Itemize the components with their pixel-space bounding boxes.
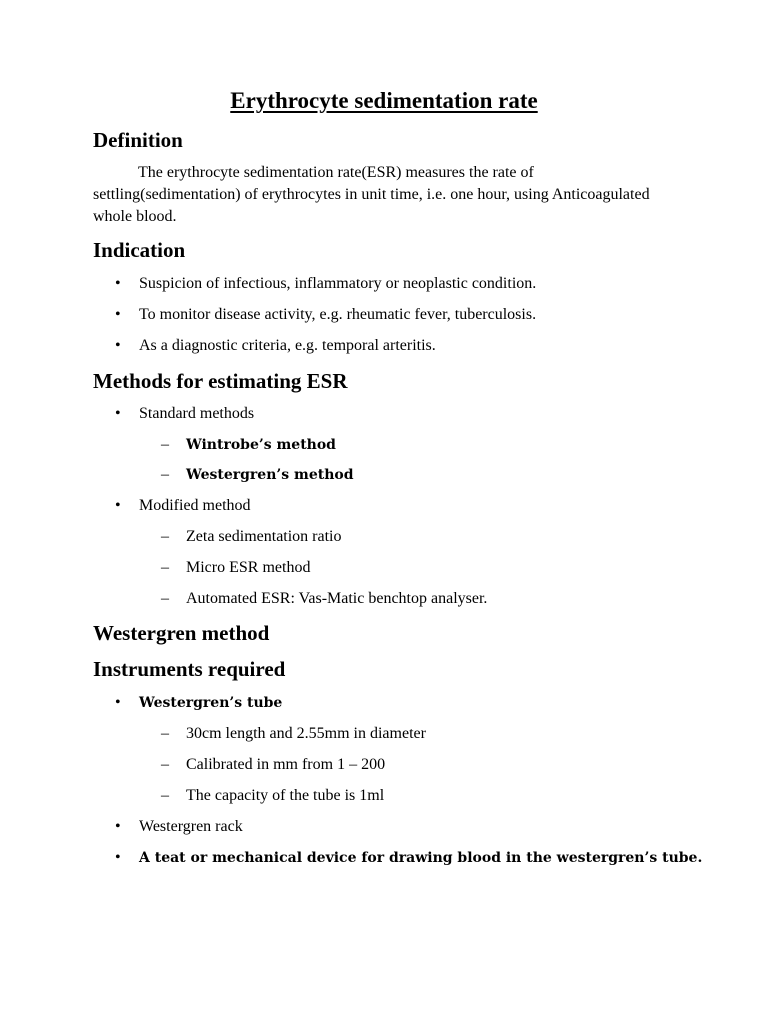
definition-heading: Definition: [93, 128, 183, 152]
bullet-marker: •: [115, 337, 121, 354]
dash-marker: –: [161, 466, 169, 483]
bullet-marker: •: [115, 275, 121, 292]
indication-heading: Indication: [93, 238, 186, 262]
list-item: [115, 305, 536, 325]
standard-method-2: Westergren’s method: [186, 467, 354, 483]
bullet-marker: •: [115, 306, 121, 323]
list-item: [161, 724, 426, 744]
page-title: Erythrocyte sedimentation rate: [230, 88, 538, 113]
list-item: [161, 527, 342, 547]
westergren-heading: Westergren method: [93, 621, 270, 645]
dash-marker: –: [161, 559, 169, 576]
definition-text: [93, 162, 653, 228]
list-item: [161, 786, 384, 806]
dash-marker: –: [161, 528, 169, 545]
list-item: [115, 336, 436, 356]
instruments-heading: Instruments required: [93, 657, 286, 681]
dash-marker: –: [161, 436, 169, 453]
list-item: [161, 558, 310, 578]
list-item: [161, 589, 487, 609]
tube-label: Westergren’s tube: [139, 695, 283, 711]
list-item: [161, 755, 385, 775]
bullet-marker: •: [115, 694, 121, 711]
list-item: [161, 465, 354, 485]
indication-item-1: Suspicion of infectious, inflammatory or neoplastic condition.: [139, 275, 537, 292]
dash-marker: –: [161, 590, 169, 607]
dash-marker: –: [161, 756, 169, 773]
methods-heading: Methods for estimating ESR: [93, 369, 348, 393]
bullet-marker: •: [115, 405, 121, 422]
dash-marker: –: [161, 725, 169, 742]
list-item: [161, 435, 336, 455]
tube-item-1: 30cm length and 2.55mm in diameter: [186, 725, 426, 742]
standard-methods-label: Standard methods: [139, 405, 255, 422]
tube-item-2: Calibrated in mm from 1 – 200: [186, 756, 386, 773]
list-item: [115, 693, 282, 713]
tube-item-3: The capacity of the tube is 1ml: [186, 787, 385, 804]
dash-marker: –: [161, 787, 169, 804]
list-item: [115, 404, 254, 424]
definition-body: The erythrocyte sedimentation rate(ESR) measures the rate of settling(sedimentation) of erythrocytes in unit time, i.e. one hour, using Anticoagulated whole blood.: [93, 164, 650, 225]
list-item: [115, 817, 243, 837]
list-item: [115, 848, 702, 868]
standard-method-1: Wintrobe’s method: [186, 437, 336, 453]
rack-item: Westergren rack: [139, 818, 243, 835]
teat-item: A teat or mechanical device for drawing blood in the westergren’s tube.: [139, 850, 703, 866]
list-item: [115, 274, 536, 294]
list-item: [115, 496, 251, 516]
bullet-marker: •: [115, 849, 121, 866]
modified-method-label: Modified method: [139, 497, 251, 514]
indication-item-2: To monitor disease activity, e.g. rheumatic fever, tuberculosis.: [139, 306, 537, 323]
indication-item-3: As a diagnostic criteria, e.g. temporal arteritis.: [139, 337, 436, 354]
bullet-marker: •: [115, 497, 121, 514]
modified-method-2: Micro ESR method: [186, 559, 311, 576]
modified-method-3: Automated ESR: Vas-Matic benchtop analyser.: [186, 590, 488, 607]
bullet-marker: •: [115, 818, 121, 835]
modified-method-1: Zeta sedimentation ratio: [186, 528, 342, 545]
